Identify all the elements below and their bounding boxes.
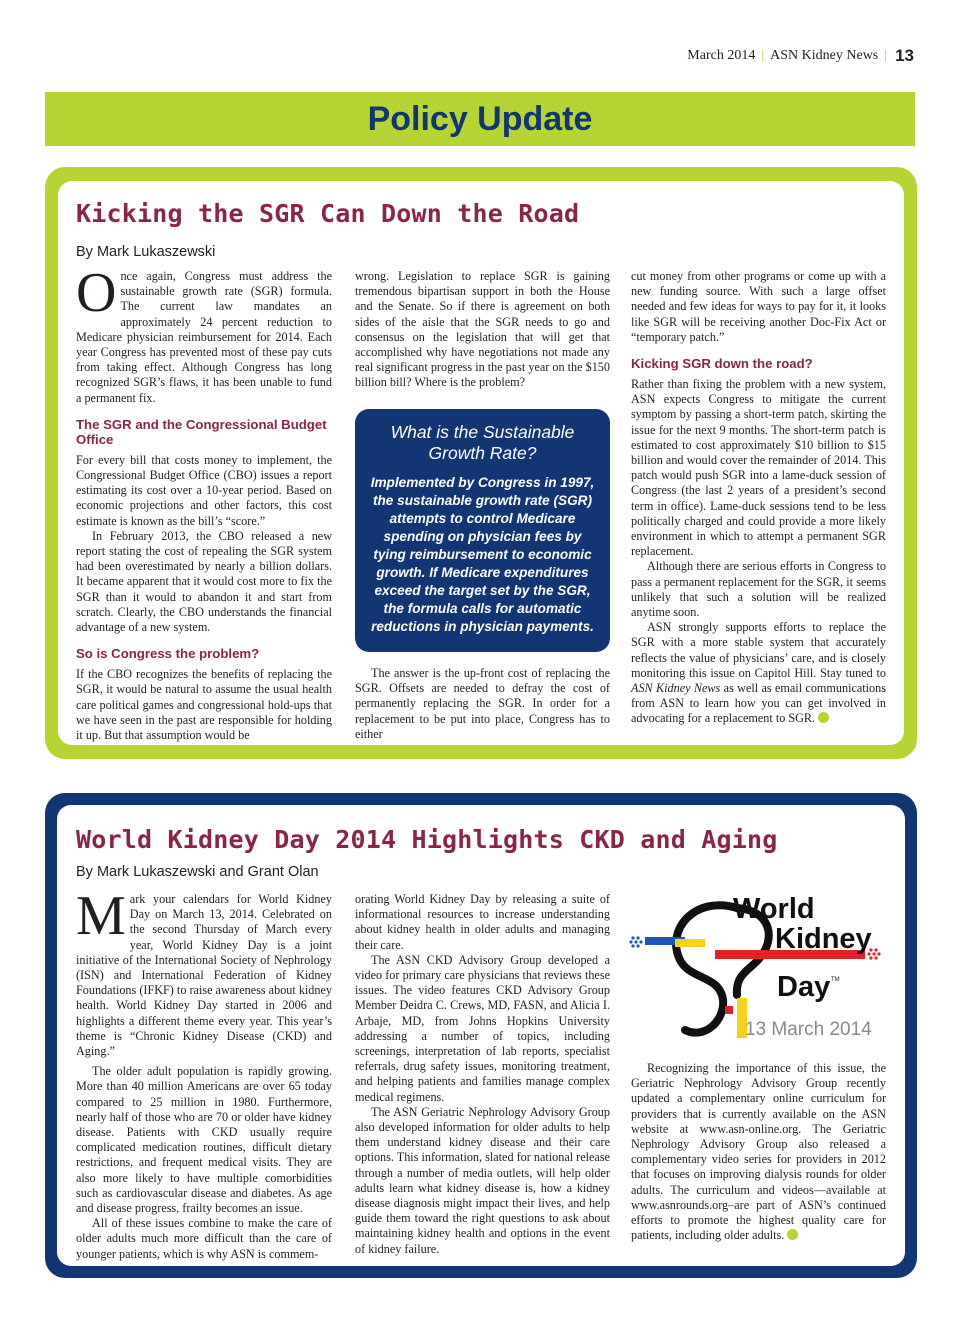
callout-title: What is the Sustainable Growth Rate?	[390, 422, 575, 463]
sgr-callout-box	[355, 409, 610, 652]
logo-word-kidney: Kidney	[775, 923, 872, 955]
paragraph: wrong. Legislation to replace SGR is gaining tremendous bipartisan support in both the House and the Senate. So if there is agreement on both sides of the aisle that the SGR needs to go and consensus on the legislation that will get that accomplished why have negotiations not made any real significant progress in the past year on the $150 billion bill? Where is the problem?	[355, 269, 610, 390]
article-column-2-bottom	[355, 666, 610, 742]
logo-trademark: TM	[831, 977, 840, 983]
separator: |	[761, 48, 765, 63]
paragraph: In February 2013, the CBO released a new report stating the cost of repealing the SGR system had been overestimated by nearly a billion dollars. It became apparent that it would cost more to fix the SGR than it would to abandon it and start from scratch. Clearly, the CBO understands the financial advantage of a new system.	[76, 528, 332, 635]
callout-body: Implemented by Congress in 1997, the sustainable growth rate (SGR) attempts to control Medicare spending on physician fees by tying reimbursement to economic growth. If Medicare expenditures exceed the target set by the SGR, the formula calls for automatic reductions in physician payments.	[370, 475, 595, 634]
paragraph: All of these issues combine to make the care of older adults much more difficult than the care of younger patients, which is why ASN is commem-	[76, 1216, 332, 1261]
drop-cap: O	[76, 262, 117, 324]
publication-name: ASN Kidney News	[770, 48, 879, 63]
paragraph: ASN strongly supports efforts to replace the SGR with a more stable system that accurately reflects the value of physicians’ care, and is closely monitoring this issue on Capitol Hill. Stay tuned to ASN Kidney News as well as email communications from ASN to learn how you can get involved in advocating for a replacement to SGR.	[631, 620, 886, 726]
separator: |	[884, 48, 888, 63]
paragraph: Although there are serious efforts in Congress to pass a permanent replacement for the SGR, it seems unlikely that such a solution will be realized anytime soon.	[631, 559, 886, 620]
article-column-2-top	[355, 269, 610, 391]
subheading: Kicking SGR down the road?	[631, 356, 813, 372]
world-kidney-day-date: 13 March 2014	[745, 1019, 872, 1040]
logo-word-day: Day	[777, 971, 831, 1003]
publication-link-text: ASN Kidney News	[631, 681, 721, 696]
paragraph: The answer is the up-front cost of replacing the SGR. Offsets are needed to defray the cost of permanently replacing the SGR. In order for a replacement to be put into place, Congress has to either	[355, 666, 610, 741]
paragraph: cut money from other programs or come up with a new funding source. With such a large offset needed and few ideas for ways to pay for it, it looks like SGR will be receiving another Doc-Fix Act or “temporary patch.”	[631, 269, 886, 344]
paragraph: The ASN Geriatric Nephrology Advisory Group also developed information for older adults to help them understand kidney disease and their care options. This information, slated for national release through a number of media outlets, will help older adults learn what kidney disease is, how a kidney disease diagnosis might impact their lives, and help guide them toward the right questions to ask about maintaining kidney health and options in the event of kidney failure.	[355, 1104, 610, 1256]
running-head	[687, 46, 914, 66]
paragraph: Recognizing the importance of this issue, the Geriatric Nephrology Advisory Group recently updated a complementary online curriculum for providers that is currently available on the ASN website at www.asn-online.org. The Geriatric Nephrology Advisory Group also released a complementary video series for providers in 2012 that focuses on improving dialysis rounds for older adults. The curriculum and videos—available at www.asnrounds.org–are part of ASN’s continued efforts to promote the highest quality care for patients, including older adults.	[631, 1061, 886, 1243]
paragraph: The older adult population is rapidly growing. More than 40 million Americans are over 65 today compared to 25 million in 1980. Furthermore, nearly half of those who are 70 or older have kidney disease. Patients with CKD usually require complicated medication routines, difficult dietary restrictions, and frequent medical visits. They are also more likely to have multiple comorbidities such as cardiovascular disease and diabetes. As age and disease progress, frailty becomes an issue.	[76, 1064, 332, 1216]
article-byline: By Mark Lukaszewski and Grant Olan	[76, 864, 319, 880]
article-title: Kicking the SGR Can Down the Road	[76, 199, 580, 228]
logo-word-world: World	[733, 893, 815, 925]
article-column-3	[631, 1061, 886, 1243]
paragraph: Once again, Congress must address the sustainable growth rate (SGR) formula. The current law mandates an approximately 24 percent reduction to Medicare physician reimbursement for 2014. Each year Congress has prevented most of these pay cuts from taking effect. Although Congress has long recognized SGR’s flaws, it has been unable to fund a permanent fix.	[76, 262, 332, 405]
drop-cap: M	[76, 885, 126, 947]
subheading: So is Congress the problem?	[76, 646, 260, 662]
section-title: Policy Update	[367, 99, 593, 138]
article-title: World Kidney Day 2014 Highlights CKD and Aging	[76, 825, 778, 854]
logo-dots-left	[629, 936, 642, 947]
paragraph: Rather than fixing the problem with a new system, ASN expects Congress to mitigate the current symptom by passing a short-term patch, skirting the issue for the next 9 months. The short-term patch is estimated to cost approximately $10 billion to $15 billion and would cover the remainder of 2014. This patch would push SGR into a lame-duck session of Congress (the last 2 years of a president’s second term in office). Lame-duck sessions tend to be less politically charged and could provide a more likely environment in which to attempt a permanent SGR replacement.	[631, 377, 886, 559]
end-mark-icon	[787, 1229, 798, 1240]
article-column-1	[76, 885, 332, 1262]
logo-yellow-bar	[675, 939, 705, 947]
issue-date: March 2014	[687, 48, 756, 63]
article-column-2	[355, 892, 610, 1257]
paragraph: For every bill that costs money to implement, the Congressional Budget Office (CBO) issues a report estimating its cost over a 10-year period. Based on economic projections and other factors, this cost estimate is known as the bill’s “score.”	[76, 452, 332, 528]
logo-red-square	[725, 1006, 733, 1014]
article-column-3	[631, 269, 886, 727]
page-number: 13	[895, 46, 914, 65]
subheading: The SGR and the Congressional Budget Office	[76, 416, 327, 447]
article-column-1	[76, 262, 332, 743]
end-mark-icon	[818, 712, 829, 723]
paragraph: The ASN CKD Advisory Group developed a video for primary care physicians that reviews these issues. The video features CKD Advisory Group Member Deidra C. Crews, MD, FASN, and Alicia I. Arbaje, MD, from Johns Hopkins University addressing a number of topics, including screenings, interpretation of lab reports, specialist referrals, drug safety issues, monitoring treatment, and helping patients and families manage complex medical regimens.	[355, 952, 610, 1104]
paragraph: If the CBO recognizes the benefits of replacing the SGR, it would be natural to assume the usual health care political games and congressional hold-ups that we have seen in the past are responsible for holding it up. But that assumption would be	[76, 667, 332, 743]
article-byline: By Mark Lukaszewski	[76, 244, 216, 260]
section-banner	[45, 92, 915, 146]
paragraph: orating World Kidney Day by releasing a suite of informational resources to increase understanding about kidney health in older adults and managing their care.	[355, 892, 610, 952]
paragraph: Mark your calendars for World Kidney Day on March 13, 2014. Celebrated on the second Thursday of March every year, World Kidney Day is a joint initiative of the International Society of Nephrology (ISN) and International Federation of Kidney Foundations (IFKF) to raise awareness about kidney health. World Kidney Day started in 2006 and highlights a different theme every year. This year’s theme is “Chronic Kidney Disease (CKD) and Aging.”	[76, 885, 332, 1059]
